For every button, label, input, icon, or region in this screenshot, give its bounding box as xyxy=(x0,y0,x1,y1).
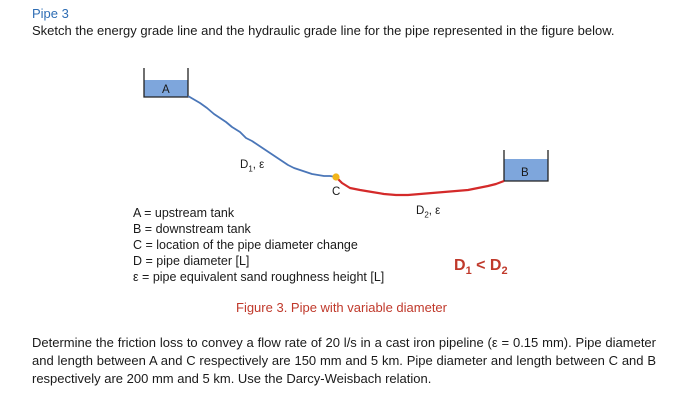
legend-line-b: B = downstream tank xyxy=(133,222,251,236)
segment1-sub: 1 xyxy=(248,164,253,174)
segment2-rest: , ε xyxy=(428,205,441,217)
legend-line-d: D = pipe diameter [L] xyxy=(133,254,250,268)
figure-caption: Figure 3. Pipe with variable diameter xyxy=(236,300,447,315)
ineq-right-sub: 2 xyxy=(501,265,508,278)
diameter-inequality xyxy=(454,257,508,277)
legend-line-a: A = upstream tank xyxy=(133,206,235,220)
segment2-sub: 2 xyxy=(424,210,429,220)
ineq-op: < xyxy=(471,257,490,274)
segment2-label xyxy=(416,205,440,219)
legend-line-c: C = location of the pipe diameter change xyxy=(133,238,358,252)
segment1-label xyxy=(240,159,264,173)
segment1-rest: , ε xyxy=(252,159,265,171)
task-statement: Sketch the energy grade line and the hydraulic grade line for the pipe represented in the figure below. xyxy=(32,23,615,38)
ineq-left-sub: 1 xyxy=(465,265,472,278)
ineq-right: D xyxy=(489,257,502,274)
tank-a-label: A xyxy=(162,84,170,96)
problem-heading: Pipe 3 xyxy=(32,6,69,21)
segment2-d: D xyxy=(416,205,425,217)
legend-line-epsilon: ε = pipe equivalent sand roughness height [L] xyxy=(133,270,385,284)
ineq-left: D xyxy=(454,257,466,274)
segment1-d: D xyxy=(240,159,249,171)
pipe-segment-2 xyxy=(336,177,504,195)
problem-statement: Determine the friction loss to convey a flow rate of 20 l/s in a cast iron pipeline (ε = 0.15 mm). Pipe diameter and length between A and C respectively are 150 mm and 5 km. Pipe diameter and length between C and B respectively are 200 mm and 5 km. Use the Darcy-Weisbach relation. xyxy=(32,335,656,386)
point-c-label: C xyxy=(332,186,341,198)
tank-b-label: B xyxy=(521,167,529,179)
junction-c-marker xyxy=(332,173,339,180)
